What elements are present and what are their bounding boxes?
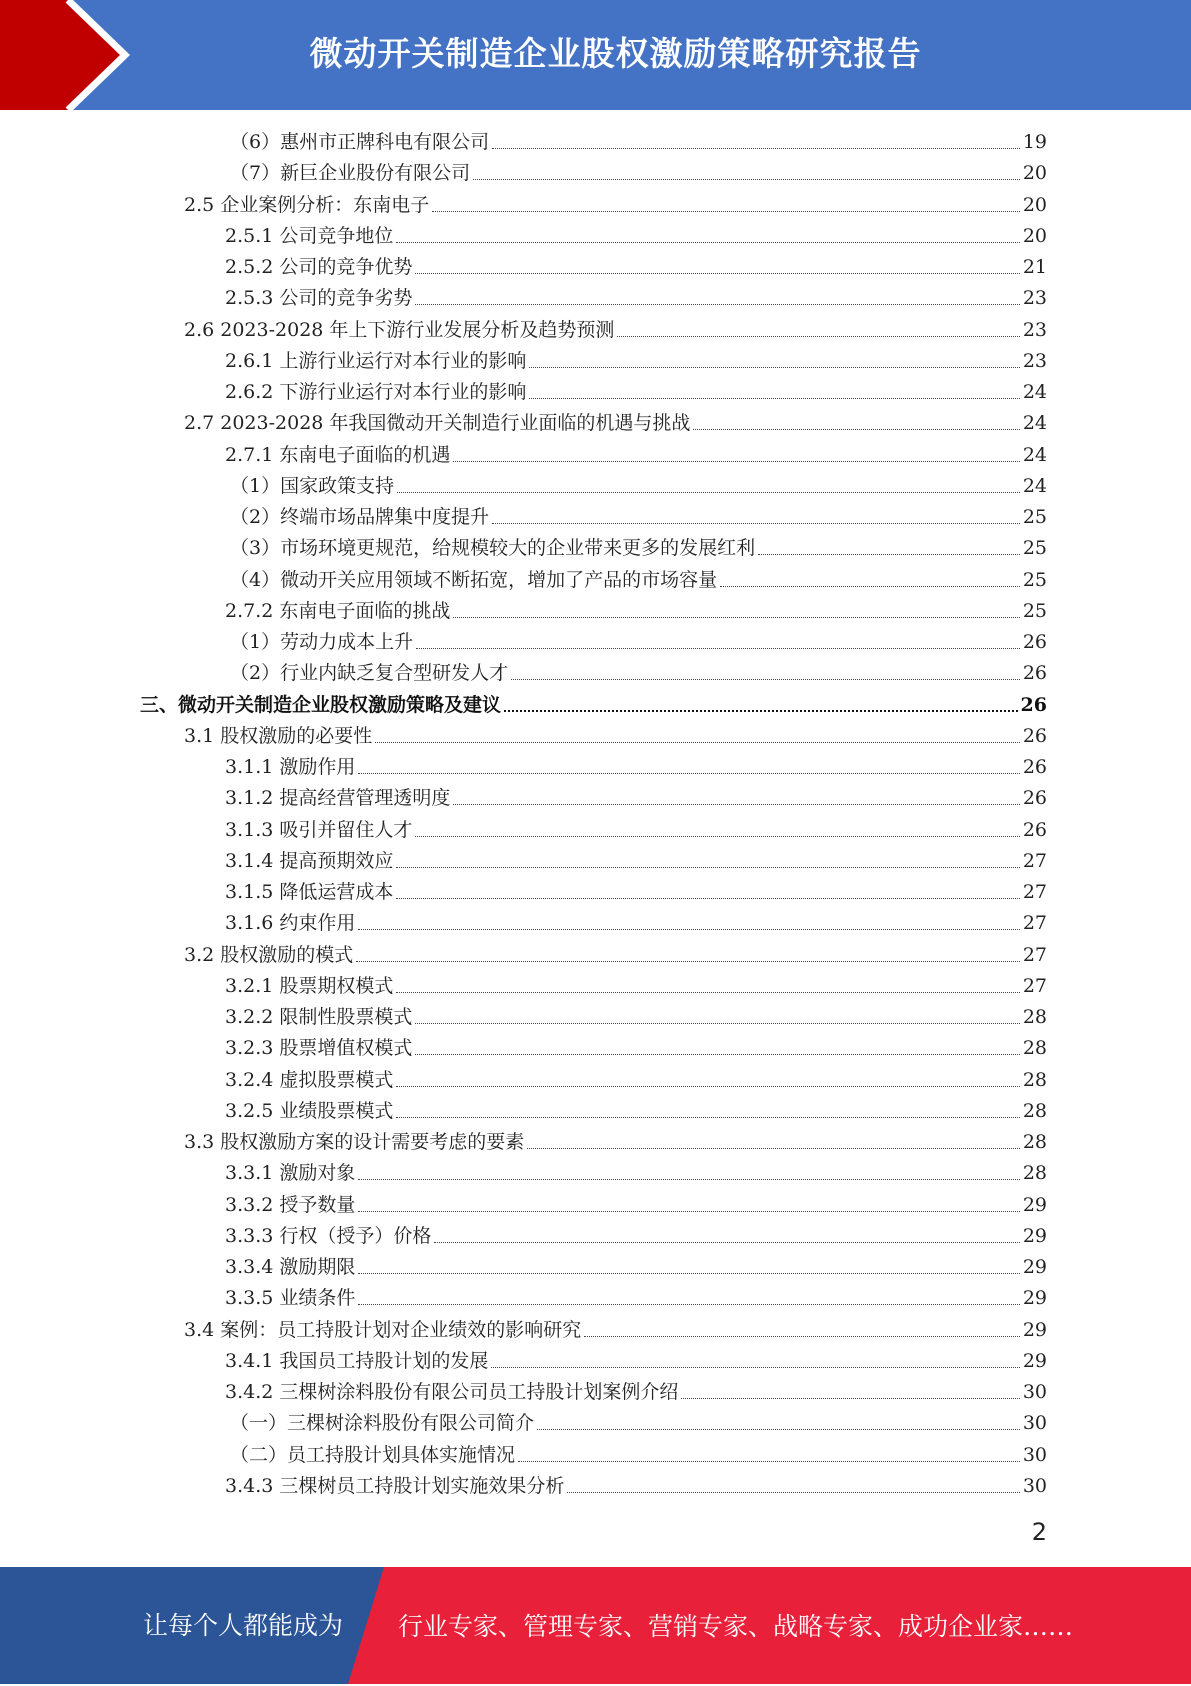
toc-entry[interactable] [225,346,1047,377]
toc-entry-page: 27 [1022,849,1047,872]
toc-entry-page: 29 [1022,1318,1047,1341]
toc-entry-page: 27 [1022,974,1047,997]
toc-entry[interactable] [230,658,1047,689]
toc-dot-leader [396,241,1019,243]
toc-entry-page: 30 [1022,1381,1047,1403]
toc-entry[interactable] [225,1346,1047,1377]
toc-dot-leader [529,397,1019,399]
toc-entry-page: 23 [1022,349,1047,372]
toc-dot-leader [415,272,1019,274]
toc-entry-page: 23 [1022,318,1047,341]
toc-entry-label: 3.3.5 业绩条件 [225,1287,356,1310]
toc-entry-page: 28 [1022,1099,1047,1122]
toc-dot-leader [537,1428,1020,1430]
toc-entry-label: 3.1.4 提高预期效应 [225,849,394,872]
toc-entry-label: 3.1.1 激励作用 [225,756,356,778]
toc-entry[interactable] [230,502,1047,533]
toc-entry[interactable] [225,783,1047,814]
toc-entry[interactable] [225,908,1047,939]
toc-dot-leader [693,428,1019,430]
toc-dot-leader [492,522,1020,524]
toc-entry-label: （1）劳动力成本上升 [230,631,414,653]
toc-dot-leader [358,928,1019,930]
toc-entry-label: 2.5 企业案例分析：东南电子 [184,193,430,216]
toc-entry-page: 26 [1022,756,1047,778]
toc-entry-page: 26 [1022,631,1047,653]
page-footer [0,1567,1191,1684]
toc-entry-label: 三、微动开关制造企业股权激励策略及建议 [140,693,502,716]
toc-dot-leader [527,1147,1020,1149]
toc-entry-page: 30 [1022,1412,1047,1435]
toc-entry-label: 3.1.3 吸引并留住人才 [225,818,413,841]
toc-entry[interactable] [184,940,1047,971]
toc-entry-page: 20 [1022,193,1047,216]
toc-entry-label: 3.3.3 行权（授予）价格 [225,1224,432,1247]
toc-entry[interactable] [225,1283,1047,1314]
toc-entry-label: （4）微动开关应用领域不断拓宽，增加了产品的市场容量 [230,568,718,591]
toc-dot-leader [396,1085,1019,1087]
toc-entry[interactable] [225,846,1047,877]
toc-entry-label: 3.3 股权激励方案的设计需要考虑的要素 [184,1131,525,1153]
toc-entry-label: 3.2.3 股票增值权模式 [225,1037,413,1060]
toc-dot-leader [358,1272,1019,1274]
toc-entry-page: 19 [1022,131,1047,153]
toc-dot-leader [567,1491,1019,1493]
toc-entry[interactable] [230,127,1047,158]
toc-entry-page: 25 [1022,506,1047,528]
toc-entry-label: 3.1.2 提高经营管理透明度 [225,787,451,810]
toc-dot-leader [358,1210,1019,1212]
toc-dot-leader [396,897,1019,899]
toc-entry-page: 29 [1022,1224,1047,1247]
toc-dot-leader [358,1178,1019,1180]
toc-entry-label: 3.3.4 激励期限 [225,1256,356,1278]
page-header [0,0,1191,110]
toc-entry-label: 3.4.2 三棵树涂料股份有限公司员工持股计划案例介绍 [225,1381,679,1403]
toc-dot-leader [491,1366,1019,1368]
footer-slogan-right: 行业专家、管理专家、营销专家、战略专家、成功企业家…… [398,1612,1074,1641]
toc-entry-label: （6）惠州市正牌科电有限公司 [230,131,490,153]
toc-entry-label: 3.2.2 限制性股票模式 [225,1006,413,1028]
toc-entry-page: 26 [1022,662,1047,685]
toc-entry[interactable] [230,471,1047,502]
toc-entry-label: 2.5.2 公司的竞争优势 [225,256,413,278]
toc-entry[interactable] [225,971,1047,1002]
toc-entry-page: 29 [1022,1193,1047,1216]
toc-entry[interactable] [225,877,1047,908]
toc-entry[interactable] [225,1096,1047,1127]
toc-entry-label: 3.2 股权激励的模式 [184,943,354,966]
toc-entry-page: 26 [1022,724,1047,747]
toc-entry-label: 3.3.1 激励对象 [225,1162,356,1185]
toc-entry-page: 27 [1022,943,1047,966]
toc-dot-leader [358,772,1019,774]
toc-entry-label: 3.3.2 授予数量 [225,1193,356,1216]
toc-entry-label: （1）国家政策支持 [230,474,395,497]
toc-entry-label: （2）行业内缺乏复合型研发人才 [230,662,509,685]
toc-entry-label: 2.5.1 公司竞争地位 [225,224,394,247]
toc-entry-page: 27 [1022,881,1047,903]
toc-entry[interactable] [225,440,1047,471]
toc-entry[interactable] [184,1127,1047,1158]
toc-entry-label: 3.4.1 我国员工持股计划的发展 [225,1349,489,1372]
toc-entry[interactable] [184,315,1047,346]
toc-entry-label: （2）终端市场品牌集中度提升 [230,506,490,528]
toc-entry-label: 2.7.2 东南电子面临的挑战 [225,599,451,622]
toc-entry-page: 25 [1022,599,1047,622]
toc-dot-leader [415,303,1019,305]
toc-dot-leader [356,960,1020,962]
toc-entry-page: 28 [1022,1162,1047,1185]
toc-entry[interactable] [230,533,1047,564]
toc-dot-leader [396,991,1019,993]
toc-entry-label: 3.4.3 三棵树员工持股计划实施效果分析 [225,1474,565,1497]
toc-dot-leader [681,1397,1019,1399]
toc-dot-leader [453,460,1019,462]
toc-entry-page: 25 [1022,537,1047,560]
toc-entry[interactable] [184,408,1047,439]
toc-entry-page: 26 [1020,693,1047,716]
toc-entry-page: 20 [1022,224,1047,247]
toc-entry[interactable] [225,815,1047,846]
toc-entry[interactable] [184,190,1047,221]
toc-entry[interactable] [225,596,1047,627]
toc-dot-leader [375,741,1020,743]
toc-entry-page: 24 [1022,412,1047,435]
toc-entry-page: 24 [1022,443,1047,466]
toc-entry-label: 3.2.4 虚拟股票模式 [225,1068,394,1091]
toc-entry-label: （二）员工持股计划具体实施情况 [230,1443,516,1466]
toc-entry[interactable] [230,158,1047,189]
toc-entry-label: 3.1.5 降低运营成本 [225,881,394,903]
toc-entry[interactable] [225,1033,1047,1064]
toc-dot-leader [415,835,1019,837]
toc-dot-leader [720,585,1020,587]
page-number: 2 [1031,1518,1047,1546]
toc-entry[interactable] [225,1221,1047,1252]
toc-entry-label: 2.6.1 上游行业运行对本行业的影响 [225,349,527,372]
toc-entry-label: 2.5.3 公司的竞争劣势 [225,287,413,310]
toc-entry-page: 30 [1022,1474,1047,1497]
toc-dot-leader [473,178,1020,180]
toc-entry[interactable] [230,1440,1047,1471]
toc-dot-leader [617,335,1019,337]
toc-entry[interactable] [225,1377,1047,1408]
toc-entry-label: 3.2.5 业绩股票模式 [225,1099,394,1122]
toc-entry-page: 21 [1022,256,1047,278]
toc-entry-page: 23 [1022,287,1047,310]
toc-entry-label: （3）市场环境更规范，给规模较大的企业带来更多的发展红利 [230,537,756,560]
toc-entry-page: 28 [1022,1131,1047,1153]
toc-dot-leader [758,553,1020,555]
toc-entry-page: 29 [1022,1349,1047,1372]
toc-entry[interactable] [225,1158,1047,1189]
toc-entry-label: 2.6.2 下游行业运行对本行业的影响 [225,381,527,403]
toc-entry[interactable] [225,752,1047,783]
toc-entry-page: 28 [1022,1006,1047,1028]
toc-entry-page: 28 [1022,1068,1047,1091]
toc-entry-page: 29 [1022,1256,1047,1278]
report-title: 微动开关制造企业股权激励策略研究报告 [309,34,922,73]
toc-entry[interactable] [184,721,1047,752]
toc-entry-page: 26 [1022,787,1047,810]
toc-entry-label: 3.4 案例：员工持股计划对企业绩效的影响研究 [184,1318,582,1341]
toc-entry[interactable] [225,1471,1047,1502]
toc-entry-label: 2.7.1 东南电子面临的机遇 [225,443,451,466]
toc-entry-page: 27 [1022,912,1047,935]
toc-dot-leader [529,366,1019,368]
toc-entry[interactable] [184,1315,1047,1346]
toc-entry-page: 28 [1022,1037,1047,1060]
toc-dot-leader [584,1335,1020,1337]
toc-entry[interactable] [225,221,1047,252]
toc-dot-leader [396,866,1019,868]
toc-entry-page: 20 [1022,162,1047,185]
header-chevron-icon [0,0,160,110]
toc-dot-leader [397,491,1020,493]
toc-entry[interactable] [225,1002,1047,1033]
toc-entry-page: 24 [1022,474,1047,497]
toc-entry[interactable] [225,283,1047,314]
toc-dot-leader [511,678,1020,680]
toc-entry-label: 3.1.6 约束作用 [225,912,356,935]
toc-entry[interactable] [230,1408,1047,1439]
toc-entry[interactable] [225,1252,1047,1283]
toc-dot-leader [453,616,1019,618]
toc-dot-leader [432,210,1020,212]
toc-entry-page: 30 [1022,1443,1047,1466]
footer-slogan-left: 让每个人都能成为 [143,1611,344,1640]
toc-entry[interactable] [230,627,1047,658]
toc-entry-page: 25 [1022,568,1047,591]
toc-dot-leader [415,1053,1019,1055]
toc-entry-page: 24 [1022,381,1047,403]
toc-entry-label: （7）新巨企业股份有限公司 [230,162,471,185]
toc-entry-label: （一）三棵树涂料股份有限公司简介 [230,1412,535,1435]
toc-entry[interactable] [225,252,1047,283]
toc-dot-leader [416,647,1020,649]
toc-dot-leader [434,1241,1019,1243]
toc-entry-page: 29 [1022,1287,1047,1310]
toc-entry-label: 3.1 股权激励的必要性 [184,724,373,747]
toc-entry-label: 2.7 2023-2028 年我国微动开关制造行业面临的机遇与挑战 [184,412,691,435]
toc-dot-leader [358,1303,1019,1305]
toc-dot-leader [453,803,1019,805]
toc-dot-leader [492,147,1020,149]
toc-dot-leader [518,1460,1020,1462]
toc-dot-leader [396,1116,1019,1118]
toc-entry-page: 26 [1022,818,1047,841]
toc-entry[interactable] [140,690,1047,721]
toc-entry[interactable] [225,1065,1047,1096]
toc-entry-label: 3.2.1 股票期权模式 [225,974,394,997]
toc-entry[interactable] [225,377,1047,408]
toc-dot-leader [415,1022,1019,1024]
toc-entry[interactable] [230,565,1047,596]
toc-dot-leader [504,709,1018,712]
toc-entry[interactable] [225,1190,1047,1221]
toc-entry-label: 2.6 2023-2028 年上下游行业发展分析及趋势预测 [184,318,615,341]
